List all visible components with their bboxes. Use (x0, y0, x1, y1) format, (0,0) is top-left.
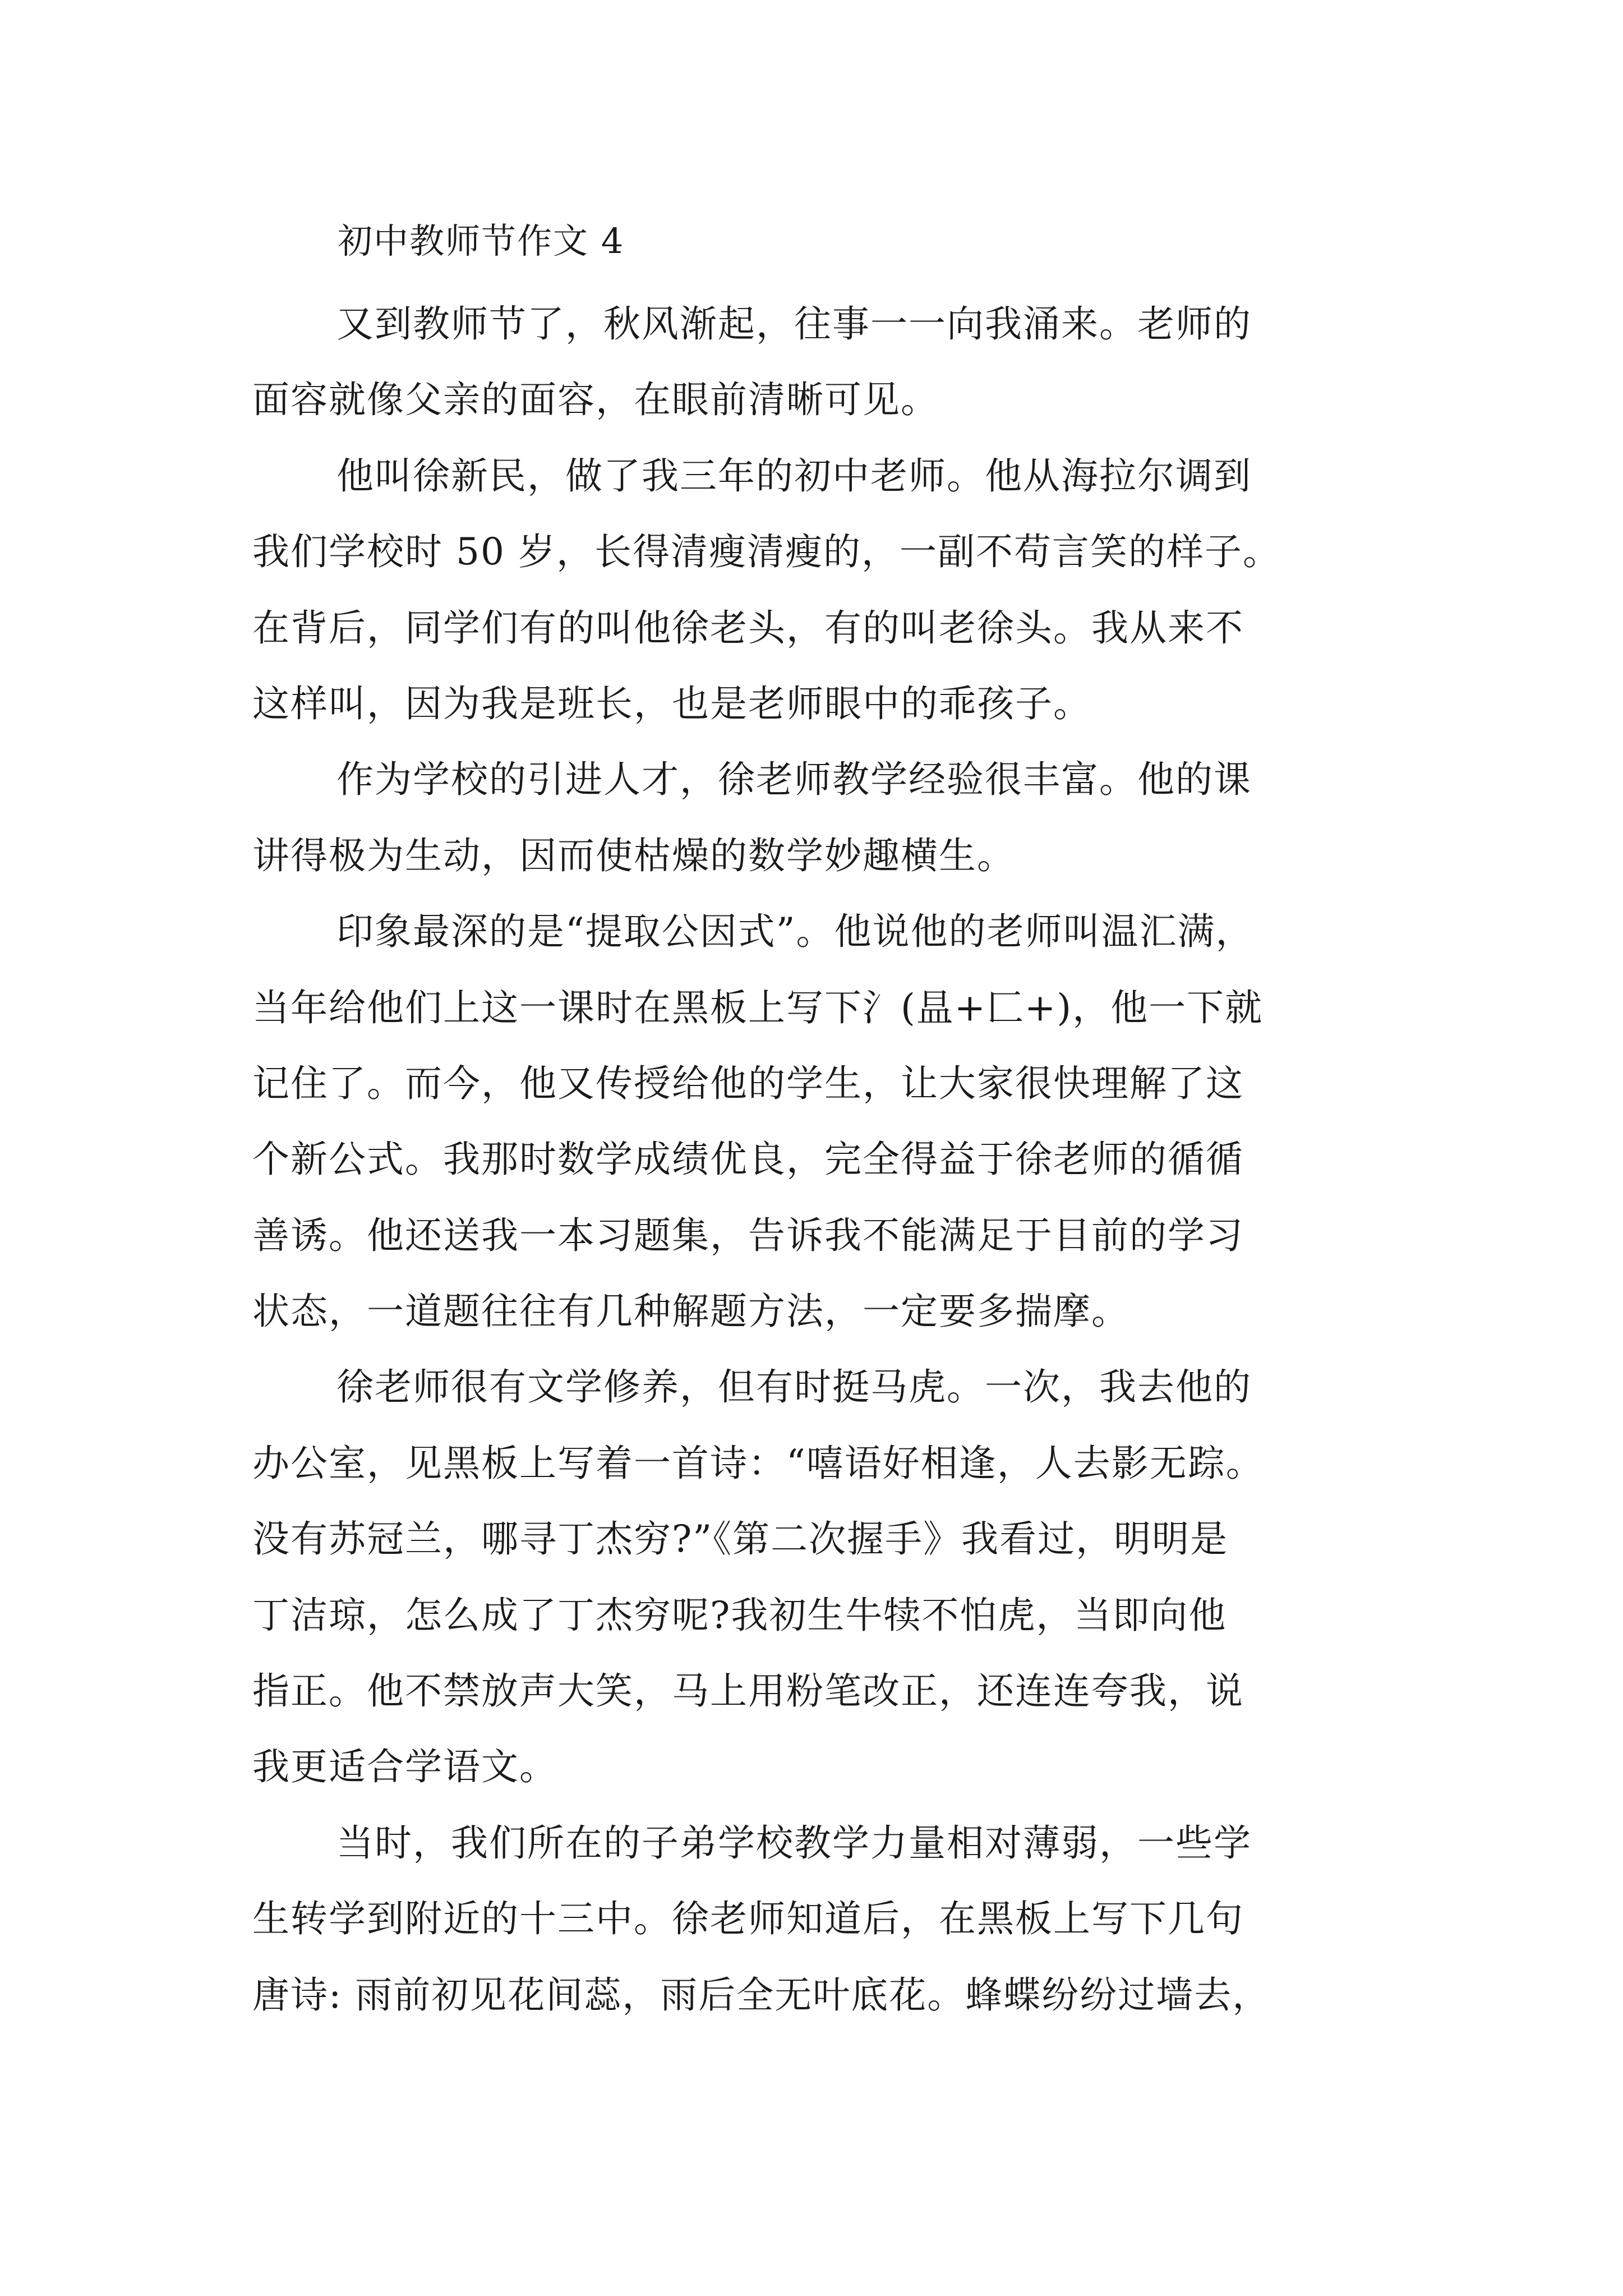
document-body (252, 286, 1380, 2033)
paragraph (252, 742, 1380, 894)
text-line: 办公室，见黑板上写着一首诗：“嘻语好相逢，人去影无踪。 (252, 1441, 1264, 1485)
text-line: 面容就像父亲的面容，在眼前清晰可见。 (252, 378, 939, 422)
text-line: 作为学校的引进人才，徐老师教学经验很丰富。他的课 (336, 758, 1252, 802)
document-title: 初中教师节作文 4 (338, 220, 625, 261)
text-line: 记住了。而今，他又传授给他的学生，让大家很快理解了这 (252, 1061, 1244, 1105)
text-line: 徐老师很有文学修养，但有时挺马虎。一次，我去他的 (336, 1365, 1252, 1409)
text-line: 当年给他们上这一课时在黑板上写下氵(昷+匚+)，他一下就 (252, 986, 1264, 1029)
paragraph (252, 286, 1380, 438)
paragraph (252, 894, 1380, 1349)
text-line: 我们学校时 50 岁，长得清瘦清瘦的，一副不苟言笑的样子。 (252, 530, 1281, 574)
text-line: 讲得极为生动，因而使枯燥的数学妙趣横生。 (252, 834, 1015, 877)
text-line: 善诱。他还送我一本习题集，告诉我不能满足于目前的学习 (252, 1213, 1244, 1257)
text-line: 在背后，同学们有的叫他徐老头，有的叫老徐头。我从来不 (252, 606, 1244, 650)
text-line: 没有苏冠兰，哪寻丁杰穷?”《第二次握手》我看过，明明是 (252, 1517, 1229, 1561)
text-line: 个新公式。我那时数学成绩优良，完全得益于徐老师的循循 (252, 1138, 1244, 1181)
paragraph (252, 438, 1380, 742)
text-line: 他叫徐新民，做了我三年的初中老师。他从海拉尔调到 (336, 454, 1252, 498)
text-line: 这样叫，因为我是班长，也是老师眼中的乖孩子。 (252, 682, 1091, 725)
text-line: 唐诗: 雨前初见花间蕊，雨后全无叶底花。蜂蝶纷纷过墙去， (252, 1973, 1271, 2017)
text-line: 状态，一道题往往有几种解题方法，一定要多揣摩。 (252, 1290, 1129, 1333)
paragraph (252, 1805, 1380, 2033)
text-line: 丁洁琼，怎么成了丁杰穷呢?我初生牛犊不怕虎，当即向他 (252, 1593, 1227, 1637)
text-line: 生转学到附近的十三中。徐老师知道后，在黑板上写下几句 (252, 1897, 1244, 1941)
text-line: 指正。他不禁放声大笑，马上用粉笔改正，还连连夸我，说 (252, 1669, 1244, 1713)
text-line: 印象最深的是“提取公因式”。他说他的老师叫温汇满， (336, 910, 1254, 954)
text-line: 当时，我们所在的子弟学校教学力量相对薄弱，一些学 (336, 1821, 1252, 1865)
text-line: 我更适合学语文。 (252, 1745, 557, 1789)
paragraph (252, 1349, 1380, 1805)
text-line: 又到教师节了，秋风渐起，往事一一向我涌来。老师的 (336, 302, 1252, 346)
